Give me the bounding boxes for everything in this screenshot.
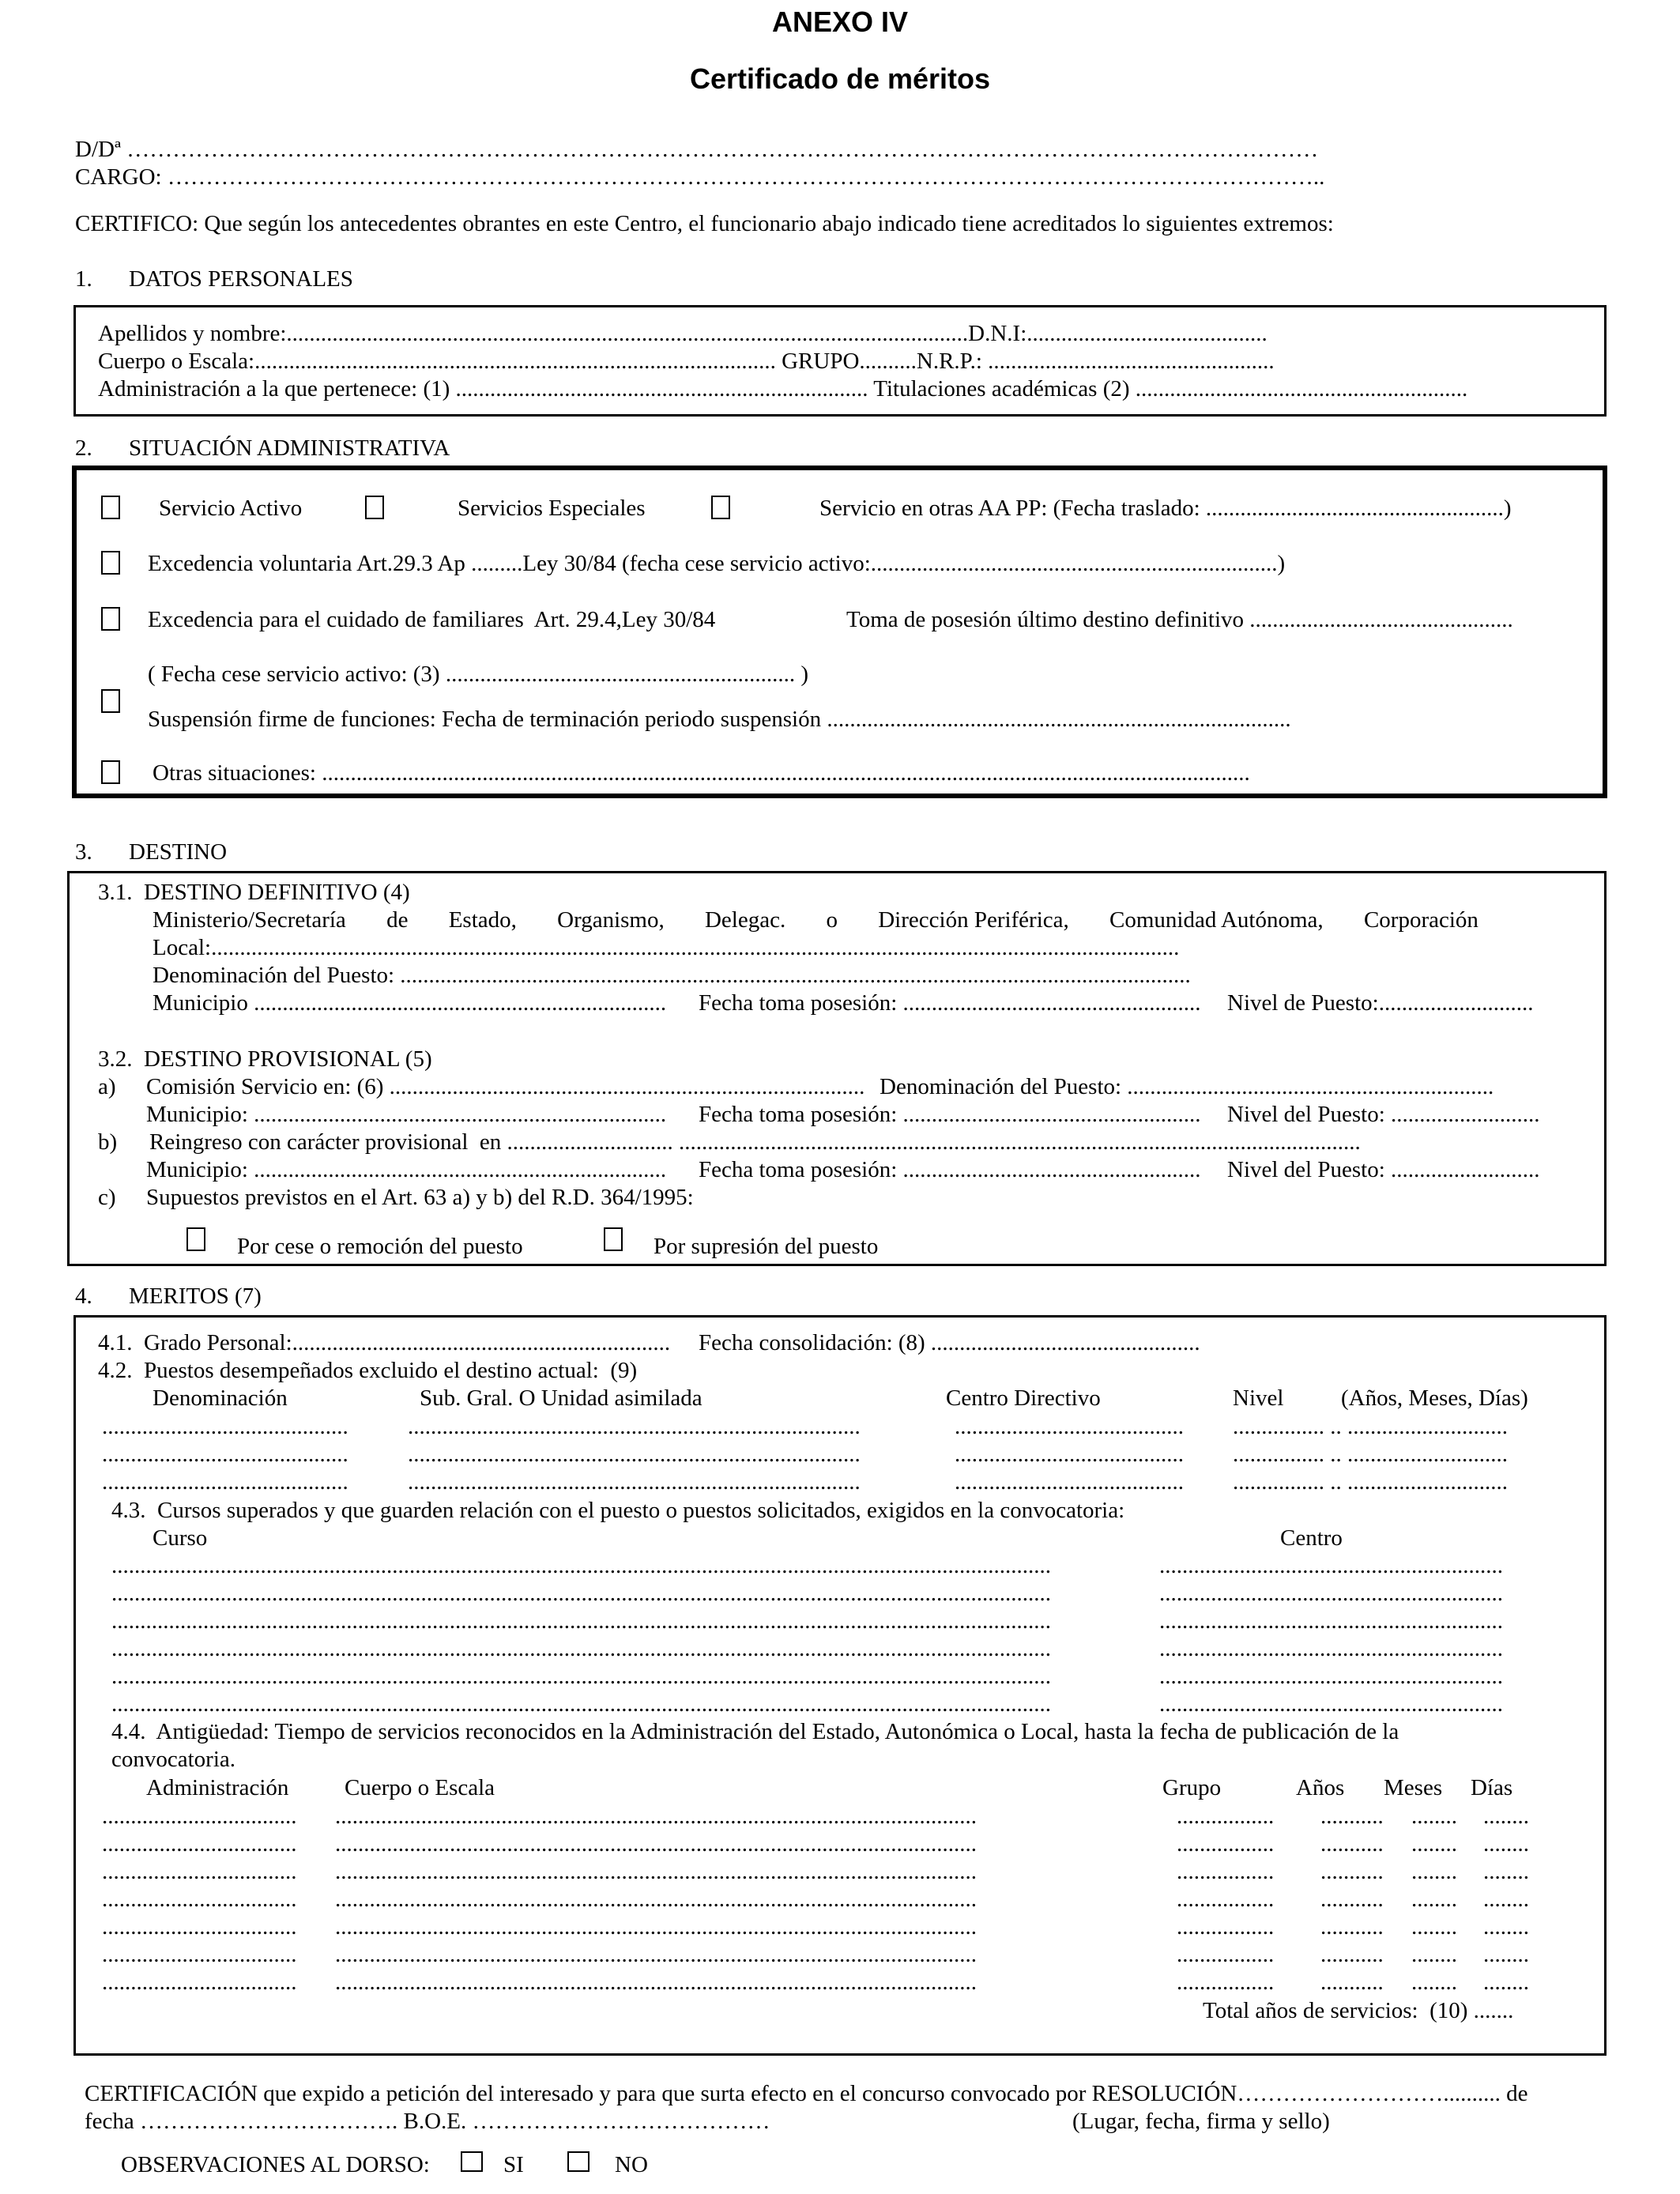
antig-row-grupo[interactable]: ................. (1177, 1942, 1275, 1967)
servicios-especiales-label: Servicios Especiales (458, 496, 646, 521)
reingreso-nivel-field[interactable]: Nivel del Puesto: .......................... (1227, 1157, 1540, 1182)
excedencia-voluntaria-checkbox[interactable] (101, 551, 120, 575)
curso-row-curso[interactable]: .................................................................................................................................................................... (111, 1664, 1051, 1689)
antig-row-dias[interactable]: ........ (1483, 1804, 1529, 1829)
puestos-row-nivel-tiempo[interactable]: ................ .. ............................ (1233, 1442, 1508, 1467)
antig-row-cuerpo[interactable]: ................................................................................................................ (335, 1804, 977, 1829)
page-subtitle: Certificado de méritos (689, 62, 991, 95)
col-centro-directivo: Centro Directivo (946, 1385, 1101, 1411)
antig-row-admin[interactable]: .................................. (102, 1831, 297, 1857)
dni-field[interactable]: .......................................... (1026, 321, 1268, 346)
antig-row-anos[interactable]: ........... (1320, 1804, 1384, 1829)
ministerio-word: Dirección Periférica, (878, 907, 1069, 933)
fecha-boe-field[interactable]: fecha ……………………………. B.O.E. ………………………………… (85, 2109, 770, 2134)
ministerio-word: Corporación (1363, 907, 1478, 933)
ministerio-word: Estado, (448, 907, 517, 933)
observaciones-no-checkbox[interactable] (567, 2151, 590, 2172)
certifico-text: CERTIFICO: Que según los antecedentes obrantes en este Centro, el funcionario abajo indicado tiene acreditados lo siguientes extremos: (75, 211, 1334, 236)
curso-row-centro[interactable]: ............................................................ (1159, 1608, 1503, 1634)
suspension-checkbox[interactable] (101, 689, 120, 713)
antig-row-dias[interactable]: ........ (1483, 1831, 1529, 1857)
antig-row-admin[interactable]: .................................. (102, 1942, 297, 1967)
antiguedad-heading-cont: convocatoria. (111, 1747, 236, 1772)
antig-row-meses[interactable]: ........ (1411, 1804, 1457, 1829)
ministerio-word: Ministerio/Secretaría (153, 907, 346, 933)
fecha-toma-posesion-field[interactable]: Fecha toma posesión: .................................................... (699, 990, 1201, 1016)
cargo-field[interactable]: CARGO: …………………………………………………………………………………………………………………………………….. (75, 164, 1325, 190)
antig-row-grupo[interactable]: ................. (1177, 1970, 1275, 1995)
section-1-number: 1. (75, 266, 92, 292)
total-anos-field[interactable]: Total años de servicios: (10) ....... (1203, 1998, 1514, 2023)
observaciones-si-checkbox[interactable] (461, 2151, 483, 2172)
col-meses: Meses (1384, 1775, 1443, 1800)
col-administracion: Administración (146, 1775, 289, 1800)
curso-row-curso[interactable]: .................................................................................................................................................................... (111, 1608, 1051, 1634)
reingreso-field[interactable]: Reingreso con carácter provisional en ............................. ....................................................................................................................... (149, 1129, 1361, 1155)
cese-remocion-label: Por cese o remoción del puesto (237, 1234, 523, 1259)
antig-row-anos[interactable]: ........... (1320, 1914, 1384, 1940)
col-cuerpo-escala: Cuerpo o Escala (345, 1775, 495, 1800)
puestos-row-subgral[interactable]: ............................................................................... (408, 1414, 861, 1439)
comision-fecha-field[interactable]: Fecha toma posesión: .................................................... (699, 1102, 1201, 1127)
item-a-label: a) (98, 1074, 116, 1099)
col-curso: Curso (153, 1525, 208, 1551)
destino-provisional-heading: 3.2. DESTINO PROVISIONAL (5) (98, 1046, 432, 1072)
otras-situaciones-field[interactable]: Otras situaciones: .................................................................................................................................................................. (153, 760, 1250, 786)
curso-row-centro[interactable]: ............................................................ (1159, 1581, 1503, 1606)
antig-row-meses[interactable]: ........ (1411, 1887, 1457, 1912)
antig-row-dias[interactable]: ........ (1483, 1859, 1529, 1884)
curso-row-curso[interactable]: .................................................................................................................................................................... (111, 1636, 1051, 1661)
supresion-label: Por supresión del puesto (654, 1234, 879, 1259)
antig-row-grupo[interactable]: ................. (1177, 1804, 1275, 1829)
excedencia-familiares-label: Excedencia para el cuidado de familiares Art. 29.4,Ley 30/84 (148, 607, 716, 632)
antig-row-cuerpo[interactable]: ................................................................................................................ (335, 1859, 977, 1884)
reingreso-municipio-field[interactable]: Municipio: ........................................................................ (146, 1157, 667, 1182)
nivel-puesto-field[interactable]: Nivel de Puesto:........................... (1227, 990, 1534, 1016)
curso-row-curso[interactable]: .................................................................................................................................................................... (111, 1691, 1051, 1717)
ministerio-line (153, 907, 1478, 933)
antig-row-anos[interactable]: ........... (1320, 1859, 1384, 1884)
antig-row-grupo[interactable]: ................. (1177, 1859, 1275, 1884)
antig-row-meses[interactable]: ........ (1411, 1859, 1457, 1884)
antig-row-meses[interactable]: ........ (1411, 1970, 1457, 1995)
col-dias: Días (1471, 1775, 1513, 1800)
denominacion-puesto-field[interactable]: Denominación del Puesto: .......................................................................................................................................... (153, 963, 1191, 988)
municipio-field[interactable]: Municipio ........................................................................ (153, 990, 667, 1016)
supuestos-text: Supuestos previstos en el Art. 63 a) y b) del R.D. 364/1995: (146, 1185, 694, 1210)
puestos-heading: 4.2. Puestos desempeñados excluido el destino actual: (9) (98, 1358, 638, 1383)
puestos-row-centro[interactable]: ........................................ (955, 1442, 1184, 1467)
administracion-label: Administración a la que pertenece: (1) ........................................................................ Titulaciones académicas (2) (98, 376, 1136, 401)
otras-situaciones-checkbox[interactable] (101, 760, 120, 784)
col-anos: Años (1296, 1775, 1345, 1800)
section-2-number: 2. (75, 435, 92, 461)
curso-row-centro[interactable]: ............................................................ (1159, 1553, 1503, 1578)
section-2-title: SITUACIÓN ADMINISTRATIVA (129, 435, 450, 461)
ministerio-word: o (826, 907, 838, 933)
apellidos-label: Apellidos y nombre:.......................................................................................................................D.N.I: (98, 321, 1027, 346)
puestos-row-subgral[interactable]: ............................................................................... (408, 1469, 861, 1495)
cuerpo-grupo-nrp-label: Cuerpo o Escala:........................................................................................... GRUPO..........N.R.P.: (98, 349, 989, 374)
item-c-label: c) (98, 1185, 116, 1210)
page-title: ANEXO IV (771, 6, 909, 38)
antig-row-meses[interactable]: ........ (1411, 1831, 1457, 1857)
supresion-checkbox[interactable] (604, 1227, 623, 1251)
suspension-field[interactable]: Suspensión firme de funciones: Fecha de terminación periodo suspensión ................................................................................. (148, 707, 1291, 732)
section-1-title: DATOS PERSONALES (129, 266, 353, 292)
comision-servicio-field[interactable]: Comisión Servicio en: (6) ................................................................................... (146, 1074, 865, 1099)
antig-row-grupo[interactable]: ................. (1177, 1887, 1275, 1912)
lugar-fecha-firma-label: (Lugar, fecha, firma y sello) (1072, 2109, 1330, 2134)
antig-row-anos[interactable]: ........... (1320, 1942, 1384, 1967)
antig-row-cuerpo[interactable]: ................................................................................................................ (335, 1914, 977, 1940)
servicios-especiales-checkbox[interactable] (365, 496, 384, 519)
antig-row-dias[interactable]: ........ (1483, 1887, 1529, 1912)
destino-definitivo-heading: 3.1. DESTINO DEFINITIVO (4) (98, 880, 410, 905)
fecha-cese-field[interactable]: ( Fecha cese servicio activo: (3) ............................................................. ) (148, 662, 808, 687)
excedencia-voluntaria-label: Excedencia voluntaria Art.29.3 Ap .........Ley 30/84 (fecha cese servicio activo:.......................................................................) (148, 551, 1286, 576)
antig-row-admin[interactable]: .................................. (102, 1859, 297, 1884)
ministerio-word: de (386, 907, 409, 933)
section-4-title: MERITOS (7) (129, 1284, 262, 1309)
puestos-row-centro[interactable]: ........................................ (955, 1469, 1184, 1495)
puestos-row-denominacion[interactable]: ........................................... (102, 1469, 348, 1495)
antig-row-grupo[interactable]: ................. (1177, 1914, 1275, 1940)
col-grupo: Grupo (1162, 1775, 1222, 1800)
col-centro: Centro (1280, 1525, 1343, 1551)
curso-row-centro[interactable]: ............................................................ (1159, 1636, 1503, 1661)
antig-row-cuerpo[interactable]: ................................................................................................................ (335, 1970, 977, 1995)
comision-nivel-field[interactable]: Nivel del Puesto: .......................... (1227, 1102, 1540, 1127)
excedencia-familiares-checkbox[interactable] (101, 607, 120, 631)
fecha-consolidacion-field[interactable]: Fecha consolidación: (8) ............................................... (699, 1330, 1200, 1355)
reingreso-fecha-field[interactable]: Fecha toma posesión: .................................................... (699, 1157, 1201, 1182)
dd-field[interactable]: D/Dª ………………………………………………………………………………………………………………………………………… (75, 137, 1319, 162)
antiguedad-heading: 4.4. Antigüedad: Tiempo de servicios reconocidos en la Administración del Estado, Autonómica o Local, hasta la fecha de publicación de la (111, 1719, 1399, 1744)
otras-aapp-checkbox[interactable] (711, 496, 730, 519)
section-3-title: DESTINO (129, 839, 228, 865)
antig-row-meses[interactable]: ........ (1411, 1942, 1457, 1967)
antig-row-dias[interactable]: ........ (1483, 1942, 1529, 1967)
observaciones-label: OBSERVACIONES AL DORSO: (121, 2152, 430, 2177)
antig-row-meses[interactable]: ........ (1411, 1914, 1457, 1940)
curso-row-curso[interactable]: .................................................................................................................................................................... (111, 1581, 1051, 1606)
ministerio-word: Comunidad Autónoma, (1109, 907, 1324, 933)
cese-remocion-checkbox[interactable] (186, 1227, 205, 1251)
comision-denominacion-field[interactable]: Denominación del Puesto: ................................................................ (880, 1074, 1494, 1099)
antig-row-dias[interactable]: ........ (1483, 1914, 1529, 1940)
grado-personal-field[interactable]: 4.1. Grado Personal:.................................................................. (98, 1330, 671, 1355)
local-field[interactable]: Local:......................................................................................................................................................................... (153, 935, 1180, 960)
antig-row-admin[interactable]: .................................. (102, 1804, 297, 1829)
administracion-field[interactable] (98, 375, 1467, 402)
antig-row-cuerpo[interactable]: ................................................................................................................ (335, 1942, 977, 1967)
section-4-number: 4. (75, 1284, 92, 1309)
antig-row-admin[interactable]: .................................. (102, 1914, 297, 1940)
antig-row-admin[interactable]: .................................. (102, 1970, 297, 1995)
cursos-heading: 4.3. Cursos superados y que guarden relación con el puesto o puestos solicitados, exigidos en la convocatoria: (111, 1498, 1125, 1523)
apellidos-field[interactable] (98, 320, 1268, 347)
puestos-row-subgral[interactable]: ............................................................................... (408, 1442, 861, 1467)
cuerpo-escala-field[interactable] (98, 348, 1275, 375)
comision-municipio-field[interactable]: Municipio: ........................................................................ (146, 1102, 667, 1127)
puestos-row-nivel-tiempo[interactable]: ................ .. ............................ (1233, 1414, 1508, 1439)
servicio-activo-checkbox[interactable] (101, 496, 120, 519)
observaciones-si-label: SI (503, 2152, 524, 2177)
antig-row-anos[interactable]: ........... (1320, 1887, 1384, 1912)
nrp-field[interactable]: .................................................. (988, 349, 1275, 374)
col-denominacion: Denominación (153, 1385, 288, 1411)
curso-row-centro[interactable]: ............................................................ (1159, 1664, 1503, 1689)
puestos-row-nivel-tiempo[interactable]: ................ .. ............................ (1233, 1469, 1508, 1495)
curso-row-centro[interactable]: ............................................................ (1159, 1691, 1503, 1717)
antig-row-anos[interactable]: ........... (1320, 1831, 1384, 1857)
antig-row-cuerpo[interactable]: ................................................................................................................ (335, 1831, 977, 1857)
col-anos-meses-dias: (Años, Meses, Días) (1341, 1385, 1528, 1411)
servicio-activo-label: Servicio Activo (159, 496, 303, 521)
ministerio-word: Organismo, (557, 907, 665, 933)
toma-posesion-field[interactable]: Toma de posesión último destino definitivo .............................................. (846, 607, 1513, 632)
puestos-row-centro[interactable]: ........................................ (955, 1414, 1184, 1439)
col-nivel: Nivel (1233, 1385, 1284, 1411)
antig-row-dias[interactable]: ........ (1483, 1970, 1529, 1995)
antig-row-admin[interactable]: .................................. (102, 1887, 297, 1912)
antig-row-anos[interactable]: ........... (1320, 1970, 1384, 1995)
col-subgral: Sub. Gral. O Unidad asimilada (420, 1385, 703, 1411)
antig-row-cuerpo[interactable]: ................................................................................................................ (335, 1887, 977, 1912)
titulaciones-field[interactable]: .......................................................... (1135, 376, 1468, 401)
otras-aapp-label: Servicio en otras AA PP: (Fecha traslado: ....................................................) (819, 496, 1512, 521)
observaciones-no-label: NO (615, 2152, 648, 2177)
ministerio-word: Delegac. (704, 907, 786, 933)
puestos-row-denominacion[interactable]: ........................................... (102, 1442, 348, 1467)
puestos-row-denominacion[interactable]: ........................................... (102, 1414, 348, 1439)
section-3-number: 3. (75, 839, 92, 865)
antig-row-grupo[interactable]: ................. (1177, 1831, 1275, 1857)
item-b-label: b) (98, 1129, 118, 1155)
certificacion-text: CERTIFICACIÓN que expido a petición del interesado y para que surta efecto en el concurso convocado por RESOLUCIÓN……………………….......... de (85, 2081, 1528, 2106)
curso-row-curso[interactable]: .................................................................................................................................................................... (111, 1553, 1051, 1578)
